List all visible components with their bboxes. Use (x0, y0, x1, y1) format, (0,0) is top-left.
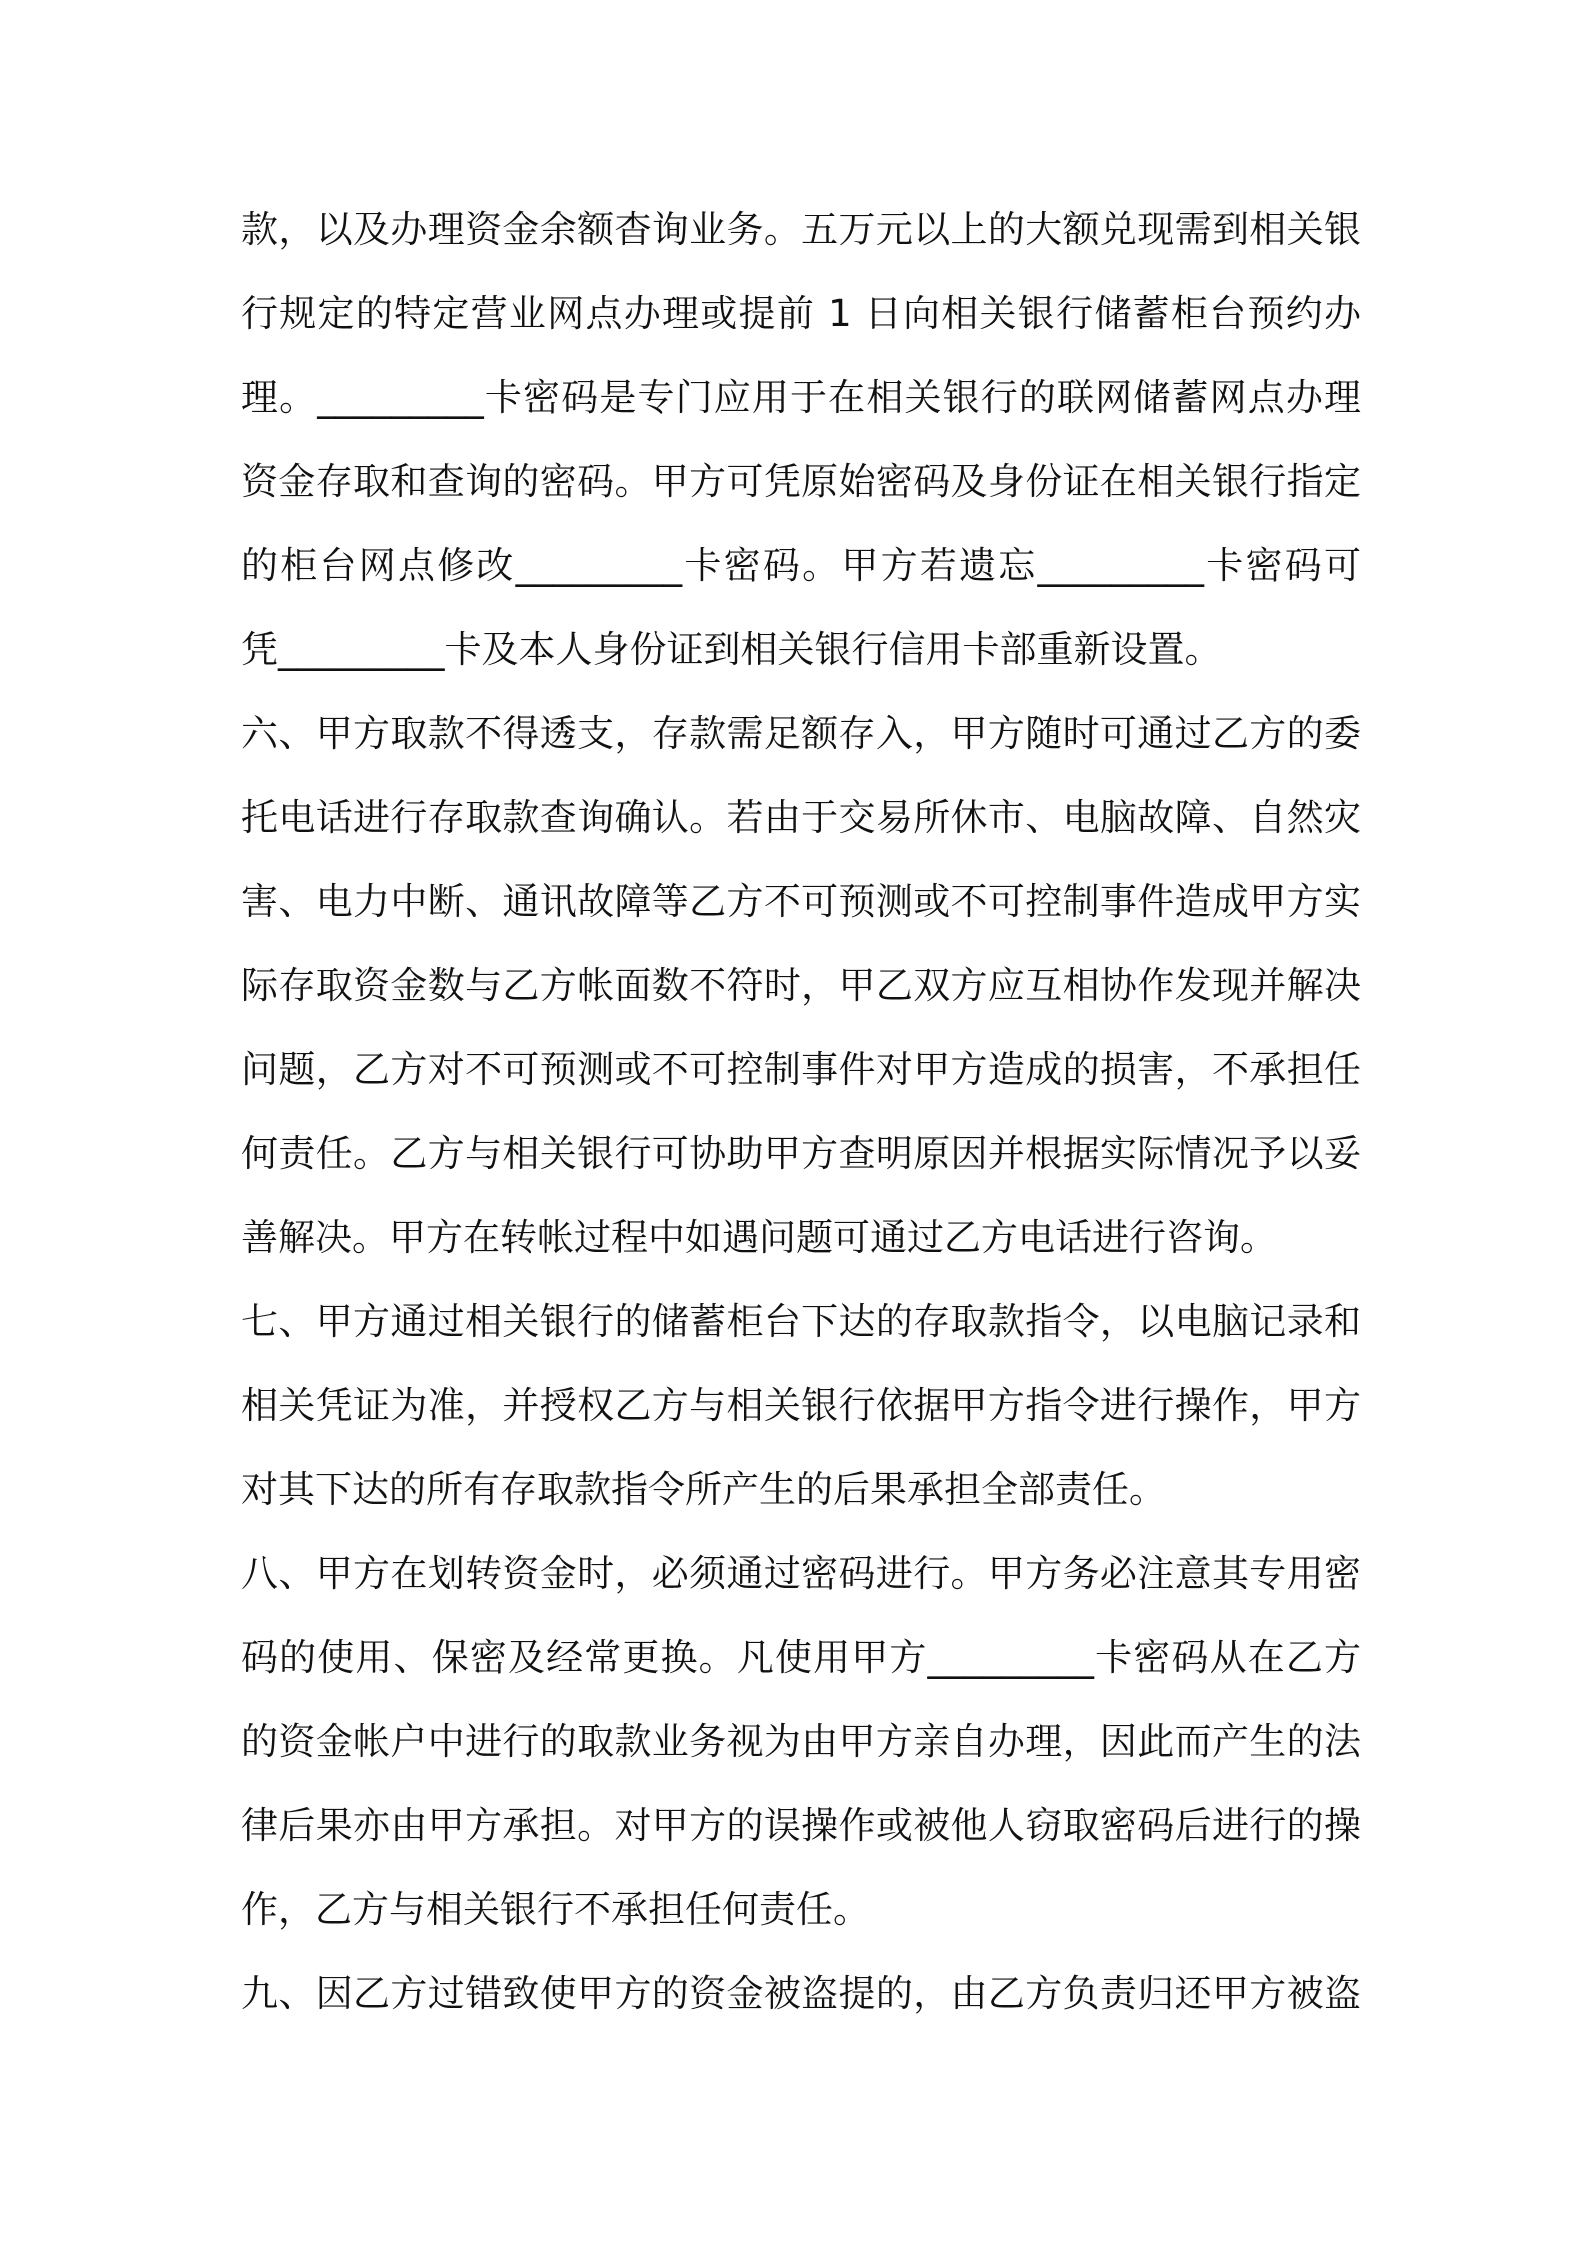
text-line: 八、甲方在划转资金时，必须通过密码进行。甲方务必注意其专用密 (241, 1552, 1361, 1595)
text-line: 九、因乙方过错致使甲方的资金被盗提的，由乙方负责归还甲方被盗 (241, 1972, 1361, 2015)
text-line: 理。_________卡密码是专门应用于在相关银行的联网储蓄网点办理 (241, 376, 1361, 419)
text-line: 相关凭证为准，并授权乙方与相关银行依据甲方指令进行操作，甲方 (241, 1384, 1361, 1427)
text-line: 凭_________卡及本人身份证到相关银行信用卡部重新设置。 (241, 628, 1222, 671)
text-line: 托电话进行存取款查询确认。若由于交易所休市、电脑故障、自然灾 (241, 796, 1361, 839)
text-line: 律后果亦由甲方承担。对甲方的误操作或被他人窃取密码后进行的操 (241, 1804, 1361, 1847)
text-line: 码的使用、保密及经常更换。凡使用甲方_________卡密码从在乙方 (241, 1636, 1361, 1679)
text-line: 七、甲方通过相关银行的储蓄柜台下达的存取款指令，以电脑记录和 (241, 1300, 1361, 1343)
text-line: 善解决。甲方在转帐过程中如遇问题可通过乙方电话进行咨询。 (241, 1216, 1277, 1259)
text-line: 款，以及办理资金余额杳询业务。五万元以上的大额兑现需到相关银 (241, 208, 1361, 251)
text-line: 的资金帐户中进行的取款业务视为由甲方亲自办理，因此而产生的法 (241, 1720, 1361, 1763)
body-text (241, 188, 1361, 2036)
text-line: 问题，乙方对不可预测或不可控制事件对甲方造成的损害，不承担任 (241, 1048, 1361, 1091)
text-line: 资金存取和查询的密码。甲方可凭原始密码及身份证在相关银行指定 (241, 460, 1361, 503)
text-line: 何责任。乙方与相关银行可协助甲方查明原因并根据实际情况予以妥 (241, 1132, 1361, 1175)
text-line: 害、电力中断、通讯故障等乙方不可预测或不可控制事件造成甲方实 (241, 880, 1361, 923)
text-line: 对其下达的所有存取款指令所产生的后果承担全部责任。 (241, 1468, 1166, 1511)
text-line: 六、甲方取款不得透支，存款需足额存入，甲方随时可通过乙方的委 (241, 712, 1361, 755)
text-line: 际存取资金数与乙方帐面数不符时，甲乙双方应互相协作发现并解决 (241, 964, 1361, 1007)
text-line: 作，乙方与相关银行不承担任何责任。 (241, 1888, 870, 1931)
text-line: 行规定的特定营业网点办理或提前 1 日向相关银行储蓄柜台预约办 (241, 292, 1361, 335)
text-line: 的柜台网点修改_________卡密码。甲方若遗忘_________卡密码可 (241, 544, 1361, 587)
